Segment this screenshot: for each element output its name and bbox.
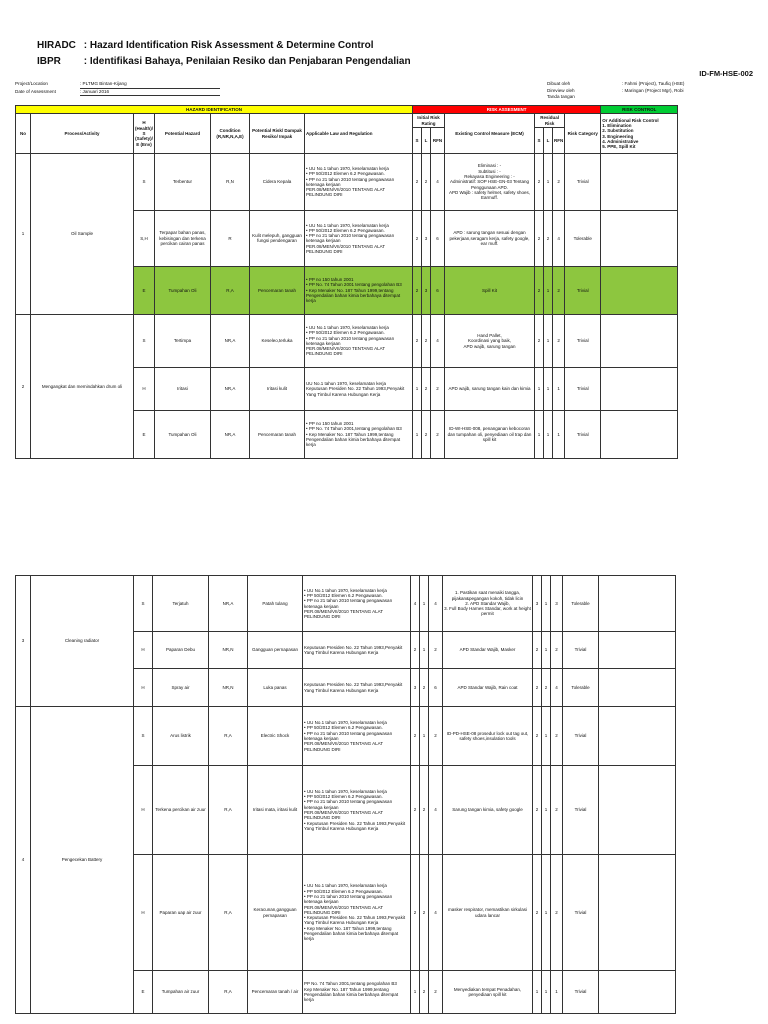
risk-category: Tolerable	[565, 210, 601, 266]
project-label: Project/Location	[15, 81, 48, 86]
additional-risk-control	[599, 669, 676, 707]
potential-impact: Keracunan,gangguan pernapasan	[248, 855, 303, 971]
initial-severity: 1	[413, 367, 422, 410]
initial-rfn: 4	[431, 314, 445, 367]
risk-category: Trivial	[563, 855, 599, 971]
potential-impact: Electric Shock	[248, 707, 303, 766]
additional-risk-control	[601, 314, 678, 367]
activity-number: 2	[16, 314, 31, 458]
existing-control-measure: 1. Pastikan saat menaiki tangga, pijakan&pegangan kokoh, tidak licin 2. APD Standar Wajib, 3. Full Body Harnes Standar, work at height permit	[443, 576, 533, 632]
initial-likelihood: 1	[420, 632, 429, 669]
existing-control-measure: ID-PD-HSE-08 prosedur lock out tag out, safety shoes,insulation tools	[443, 707, 533, 766]
additional-risk-control	[601, 210, 678, 266]
hse-type: E	[134, 971, 153, 1014]
hse-type: E	[134, 410, 155, 458]
table-row	[16, 576, 676, 632]
col-header-initial-s: S	[413, 127, 422, 153]
additional-risk-control	[601, 153, 678, 210]
col-header-residual-rfn: RFN	[553, 127, 565, 153]
hiradc-title-line	[37, 40, 373, 51]
initial-severity: 2	[413, 314, 422, 367]
risk-category: Tolerable	[563, 669, 599, 707]
condition: NR,N	[209, 632, 248, 669]
made-by-value: : Fahmi (Project), Taufiq (HSE)	[622, 81, 685, 86]
hse-type: H	[134, 855, 153, 971]
condition: R,A	[209, 766, 248, 855]
process-activity: Pengecekan Battery	[31, 707, 134, 1014]
residual-severity: 2	[533, 855, 542, 971]
col-header-initial-risk: Initial Risk Rating	[413, 114, 445, 128]
potential-impact: Cidera Kepala	[250, 153, 305, 210]
condition: R,A	[209, 707, 248, 766]
residual-rfn: 2	[551, 707, 563, 766]
process-activity: Oil Sample	[31, 153, 134, 314]
risk-category: Trivial	[565, 314, 601, 367]
initial-rfn: 2	[431, 367, 445, 410]
residual-rfn: 1	[551, 971, 563, 1014]
hse-type: S	[134, 707, 153, 766]
existing-control-measure: APD Standar Wajib, Masker	[443, 632, 533, 669]
existing-control-measure: ID-WI-HSE-008, penanganan kebocoran dan tumpahan oli, penyediaan oil trap dan spill kit	[445, 410, 535, 458]
approval-meta	[547, 81, 722, 101]
residual-severity: 2	[535, 314, 544, 367]
band-risk-control: RISK CONTROL	[601, 106, 678, 114]
activity-number: 1	[16, 153, 31, 314]
existing-control-measure: Hand Pallet, Koordinasi yang baik, APD wajib, sarung tangan	[445, 314, 535, 367]
initial-rfn: 6	[431, 266, 445, 314]
residual-rfn: 2	[553, 314, 565, 367]
initial-rfn: 4	[431, 153, 445, 210]
residual-severity: 2	[535, 210, 544, 266]
initial-severity: 2	[411, 766, 420, 855]
col-header-residual-s: S	[535, 127, 544, 153]
initial-likelihood: 2	[422, 153, 431, 210]
table-row	[16, 153, 678, 210]
additional-risk-control	[601, 266, 678, 314]
initial-severity: 3	[411, 669, 420, 707]
applicable-law: Keputusan Presiden No. 22 Tahun 1993,Penyakit Yang Timbul Karena Hubungan Kerja	[303, 669, 411, 707]
initial-severity: 2	[413, 210, 422, 266]
residual-severity: 1	[533, 971, 542, 1014]
initial-likelihood: 2	[420, 766, 429, 855]
initial-severity: 1	[413, 410, 422, 458]
reviewed-by-value: : Maringan (Project Mgr), Robi	[622, 87, 684, 93]
col-header-no: No	[16, 114, 31, 154]
potential-impact: Luka panas	[248, 669, 303, 707]
residual-likelihood: 1	[542, 855, 551, 971]
residual-rfn: 2	[551, 855, 563, 971]
residual-severity: 2	[533, 632, 542, 669]
condition: R,A	[209, 971, 248, 1014]
applicable-law: • UU No.1 tahun 1970, keselamatan kerja • PP 50/2012 Elemen 6.2 Pengawasan. • PP no 21 tahun 2010 tentang pengawasan ketenaga kerjaan PER.08/MEN/VII/2010 TENTANG ALAT PELINDUNG DIRI	[303, 707, 411, 766]
potential-hazard: Iritasi	[155, 367, 211, 410]
applicable-law: Keputusan Presiden No. 22 Tahun 1993,Penyakit Yang Timbul Karena Hubungan Kerja	[303, 632, 411, 669]
date-value: : Januari 2016	[80, 89, 220, 97]
residual-severity: 2	[535, 266, 544, 314]
residual-likelihood: 1	[542, 576, 551, 632]
initial-likelihood: 2	[420, 855, 429, 971]
potential-impact: Gangguan pernapasan	[248, 632, 303, 669]
existing-control-measure: Spill Kit	[445, 266, 535, 314]
residual-likelihood: 1	[544, 367, 553, 410]
additional-risk-control	[599, 766, 676, 855]
hiradc-title: : Hazard Identification Risk Assessment & Determine Control	[83, 40, 374, 51]
potential-hazard: Terpapar bahan panas, kebisingan dan terkena percikan cairan panas	[155, 210, 211, 266]
initial-severity: 1	[411, 971, 420, 1014]
hse-type: H	[134, 669, 153, 707]
risk-category: Trivial	[565, 367, 601, 410]
project-value: : PLTMG Bintan-Kijang	[80, 81, 220, 89]
hse-type: S,H	[134, 210, 155, 266]
residual-rfn: 4	[551, 669, 563, 707]
residual-likelihood: 1	[542, 707, 551, 766]
document-id: ID-FM-HSE-002	[699, 69, 753, 78]
initial-rfn: 2	[429, 632, 443, 669]
applicable-law: • UU No.1 tahun 1970, keselamatan kerja • PP 50/2012 Elemen 6.2 Pengawasan. • PP no 21 tahun 2010 tentang pengawasan ketenaga kerjaan PER.08/MEN/VII/2010 TENTANG ALAT PELINDUNG DIRI	[305, 314, 413, 367]
residual-likelihood: 2	[544, 210, 553, 266]
risk-category: Trivial	[565, 153, 601, 210]
initial-likelihood: 1	[420, 576, 429, 632]
initial-severity: 2	[411, 707, 420, 766]
col-header-additional-control: Or Additional Risk Control 1. Elimination 2. Substitution 3. Engineering 4. Administrative 5. PPE, Spill Kit	[601, 114, 678, 154]
residual-rfn: 2	[553, 266, 565, 314]
initial-likelihood: 3	[422, 266, 431, 314]
residual-rfn: 2	[551, 766, 563, 855]
reviewed-by-label: Direview oleh	[547, 87, 575, 93]
residual-rfn: 1	[553, 367, 565, 410]
residual-likelihood: 1	[542, 632, 551, 669]
initial-rfn: 4	[429, 766, 443, 855]
existing-control-measure: APD Standar Wajib, Rain coat	[443, 669, 533, 707]
activity-number: 3	[16, 576, 31, 707]
risk-category: Trivial	[565, 410, 601, 458]
table-row	[16, 314, 678, 367]
initial-likelihood: 1	[420, 707, 429, 766]
additional-risk-control	[599, 971, 676, 1014]
initial-likelihood: 2	[422, 367, 431, 410]
residual-severity: 2	[533, 766, 542, 855]
residual-severity: 2	[533, 707, 542, 766]
existing-control-measure: APD : sarung tangan sesuai dengan pekerjaan,seragam kerja, safety google, ear muff.	[445, 210, 535, 266]
additional-risk-control	[599, 632, 676, 669]
risk-category: Trivial	[565, 266, 601, 314]
potential-hazard: Arus listrik	[153, 707, 209, 766]
initial-severity: 2	[413, 153, 422, 210]
risk-category: Trivial	[563, 632, 599, 669]
risk-table-section-1	[15, 105, 678, 459]
process-activity: Cleaning radiator	[31, 576, 134, 707]
potential-hazard: Paparan uap air zuur	[153, 855, 209, 971]
potential-impact: Pencemaran tanah	[250, 266, 305, 314]
col-header-hse: H (Health)/ S (Safety)/ E (Env)	[134, 114, 155, 154]
col-header-process: Process/Activity	[31, 114, 134, 154]
condition: NR,N	[209, 669, 248, 707]
process-activity: Mengangkat dan memindahkan drum oli	[31, 314, 134, 458]
initial-severity: 4	[411, 576, 420, 632]
col-header-ecm: Existing Control Measure (ECM)	[445, 114, 535, 154]
signature-label: Tanda tangan	[547, 94, 575, 99]
residual-severity: 2	[535, 153, 544, 210]
col-header-condition: Condition (R,NR,N,A,E)	[211, 114, 250, 154]
applicable-law: • UU No.1 tahun 1970, keselamatan kerja • PP 50/2012 Elemen 6.2 Pengawasan. • PP no 21 tahun 2010 tentang pengawasan ketenaga kerjaan PER.08/MEN/VII/2010 TENTANG ALAT PELINDUNG DIRI • Keputusan Presiden No. 22 Tahun 1993,Penyakit Yang Timbul Karena Hubungan Kerja	[303, 766, 411, 855]
initial-rfn: 6	[429, 669, 443, 707]
existing-control-measure: masker respirator, memastikan sirkulasi udara lancar	[443, 855, 533, 971]
potential-hazard: Tumpahan Oli	[155, 266, 211, 314]
potential-hazard: Terkena percikan air zuur	[153, 766, 209, 855]
initial-likelihood: 2	[422, 410, 431, 458]
potential-hazard: Terbentur	[155, 153, 211, 210]
potential-impact: Pencemaran tanah	[250, 410, 305, 458]
hse-type: S	[134, 576, 153, 632]
applicable-law: UU No.1 tahun 1970, keselamatan kerja Keputusan Presiden No. 22 Tahun 1993,Penyakit Yang Timbul Karena Hubungan Kerja	[305, 367, 413, 410]
existing-control-measure: Sarung tangan kimia, safety google	[443, 766, 533, 855]
risk-category: Trivial	[563, 971, 599, 1014]
additional-risk-control	[599, 707, 676, 766]
initial-likelihood: 2	[420, 971, 429, 1014]
activity-number: 4	[16, 707, 31, 1014]
condition: NR,A	[211, 410, 250, 458]
hse-type: H	[134, 367, 155, 410]
initial-likelihood: 2	[420, 669, 429, 707]
ibpr-code: IBPR	[37, 56, 61, 67]
potential-hazard: Tumpahan air zuur	[153, 971, 209, 1014]
potential-hazard: Spray air	[153, 669, 209, 707]
residual-likelihood: 2	[542, 669, 551, 707]
residual-severity: 2	[533, 669, 542, 707]
additional-risk-control	[599, 576, 676, 632]
col-header-law: Applicable Law and Regulation	[305, 114, 413, 154]
applicable-law: PP No. 74 Tahun 2001,tentang pengolahan B3 Kep Menaker No. 187 Tahun 1999,tentang Pengendalian bahan kimia berbahaya ditempat kerja	[303, 971, 411, 1014]
col-header-initial-rfn: RFN	[431, 127, 445, 153]
potential-impact: Iritasi kulit	[250, 367, 305, 410]
initial-rfn: 2	[431, 410, 445, 458]
residual-likelihood: 1	[544, 314, 553, 367]
condition: NR,A	[211, 314, 250, 367]
residual-likelihood: 1	[542, 971, 551, 1014]
potential-hazard: Terjatuh	[153, 576, 209, 632]
residual-severity: 1	[535, 367, 544, 410]
potential-impact: Pencemaran tanah / air	[248, 971, 303, 1014]
condition: R,A	[211, 266, 250, 314]
initial-rfn: 4	[429, 576, 443, 632]
condition: R,N	[211, 153, 250, 210]
condition: R	[211, 210, 250, 266]
initial-severity: 2	[411, 632, 420, 669]
condition: NR,A	[209, 576, 248, 632]
initial-rfn: 6	[431, 210, 445, 266]
existing-control-measure: Eliminasi : - Subtitusi : - Rekayasa Engineering : - Administratif: SOP HSE-GN-03 Tentang Penggunaan APD. APD Wajib : safety helmet, safety shoes, Earmuff.	[445, 153, 535, 210]
signature-value	[622, 94, 722, 101]
made-by-label: Dibuat oleh	[547, 81, 571, 86]
hiradc-code: HIRADC	[37, 40, 76, 51]
potential-impact: Iritasi mata, iritasi kulit	[248, 766, 303, 855]
band-hazard-identification: HAZARD IDENTIFICATION	[16, 106, 413, 114]
col-header-impact: Potential Risk/ Dampak Resiko/ Impak	[250, 114, 305, 154]
residual-severity: 1	[535, 410, 544, 458]
date-label: Date of Assessment	[15, 88, 56, 94]
existing-control-measure: APD wajib, sarung tangan kain dan kimia	[445, 367, 535, 410]
residual-severity: 3	[533, 576, 542, 632]
potential-impact: Patah tulang	[248, 576, 303, 632]
applicable-law: • UU No.1 tahun 1970, keselamatan kerja • PP 50/2012 Elemen 6.2 Pengawasan. • PP no 21 tahun 2010 tentang pengawasan ketenaga kerjaan PER.08/MEN/VII/2010 TENTANG ALAT PELINDUNG DIRI	[305, 210, 413, 266]
residual-rfn: 1	[553, 410, 565, 458]
initial-severity: 2	[411, 855, 420, 971]
initial-likelihood: 2	[422, 314, 431, 367]
project-meta	[15, 81, 220, 96]
applicable-law: • UU No.1 tahun 1970, keselamatan kerja • PP 50/2012 Elemen 6.2 Pengawasan. • PP no 21 tahun 2010 tentang pengawasan ketenaga kerjaan PER.08/MEN/VII/2010 TENTANG ALAT PELINDUNG DIRI	[305, 153, 413, 210]
applicable-law: • PP no 150 tahun 2001 • PP No. 74 Tahun 2001,tentang pengolahan B3 • Kep Menaker No. 187 Tahun 1999,tentang Pengendalian bahan kimia berbahaya ditempat kerja	[305, 410, 413, 458]
risk-table-section-2	[15, 575, 676, 1014]
condition: R,A	[209, 855, 248, 971]
applicable-law: • PP no 150 tahun 2001 • PP No. 74 Tahun 2001 tentang pengolahan B3 • Kep Menaker No. 187 Tahun 1999,tentang Pengendalian bahan kimia berbahaya ditempat kerja	[305, 266, 413, 314]
applicable-law: • UU No.1 tahun 1970, keselamatan kerja • PP 50/2012 Elemen 6.2 Pengawasan. • PP no 21 tahun 2010 tentang pengawasan ketenaga kerjaan PER.08/MEN/VII/2010 TENTANG ALAT PELINDUNG DIRI • Keputusan Presiden No. 22 Tahun 1993,Penyakit Yang Timbul Karena Hubungan Kerja • Kep Menaker No. 187 Tahun 1999,tentang Pengendalian bahan kimia berbahaya ditempat kerja	[303, 855, 411, 971]
additional-risk-control	[601, 367, 678, 410]
hse-type: H	[134, 632, 153, 669]
hse-type: H	[134, 766, 153, 855]
residual-likelihood: 1	[544, 153, 553, 210]
hse-type: S	[134, 314, 155, 367]
additional-risk-control	[601, 410, 678, 458]
potential-hazard: Tumpahan Oli	[155, 410, 211, 458]
initial-likelihood: 3	[422, 210, 431, 266]
residual-likelihood: 1	[544, 410, 553, 458]
additional-risk-control	[599, 855, 676, 971]
residual-rfn: 4	[553, 210, 565, 266]
residual-rfn: 3	[551, 576, 563, 632]
ibpr-title: : Identifikasi Bahaya, Penilaian Resiko dan Penjabaran Pengendalian	[83, 56, 411, 67]
potential-hazard: Tertimpa	[155, 314, 211, 367]
residual-rfn: 2	[553, 153, 565, 210]
initial-rfn: 4	[429, 855, 443, 971]
ibpr-title-line	[37, 56, 411, 67]
table-row	[16, 707, 676, 766]
risk-category: Trivial	[563, 766, 599, 855]
condition: NR,A	[211, 367, 250, 410]
hse-type: E	[134, 266, 155, 314]
initial-rfn: 2	[429, 971, 443, 1014]
col-header-residual-l: L	[544, 127, 553, 153]
risk-category: Tolerable	[563, 576, 599, 632]
band-risk-assessment: RISK ASSESMENT	[413, 106, 601, 114]
risk-category: Trivial	[563, 707, 599, 766]
residual-rfn: 2	[551, 632, 563, 669]
existing-control-measure: Menyediakan tempat Penadahan, penyediaan spill kit	[443, 971, 533, 1014]
hse-type: S	[134, 153, 155, 210]
potential-hazard: Paparan Debu	[153, 632, 209, 669]
initial-severity: 2	[413, 266, 422, 314]
residual-likelihood: 1	[544, 266, 553, 314]
col-header-residual-risk: Residual Risk	[535, 114, 565, 128]
applicable-law: • UU No.1 tahun 1970, keselamatan kerja • PP 50/2012 Elemen 6.2 Pengawasan. • PP no 21 tahun 2010 tentang pengawasan ketenaga kerjaan PER.08/MEN/VII/2010 TENTANG ALAT PELINDUNG DIRI	[303, 576, 411, 632]
initial-rfn: 2	[429, 707, 443, 766]
potential-impact: Kulit melepuh, gangguan fungsi pendengaran	[250, 210, 305, 266]
col-header-risk-category: Risk Category	[565, 114, 601, 154]
col-header-hazard: Potential Hazard	[155, 114, 211, 154]
potential-impact: Keseleo,terluka	[250, 314, 305, 367]
col-header-initial-l: L	[422, 127, 431, 153]
residual-likelihood: 1	[542, 766, 551, 855]
